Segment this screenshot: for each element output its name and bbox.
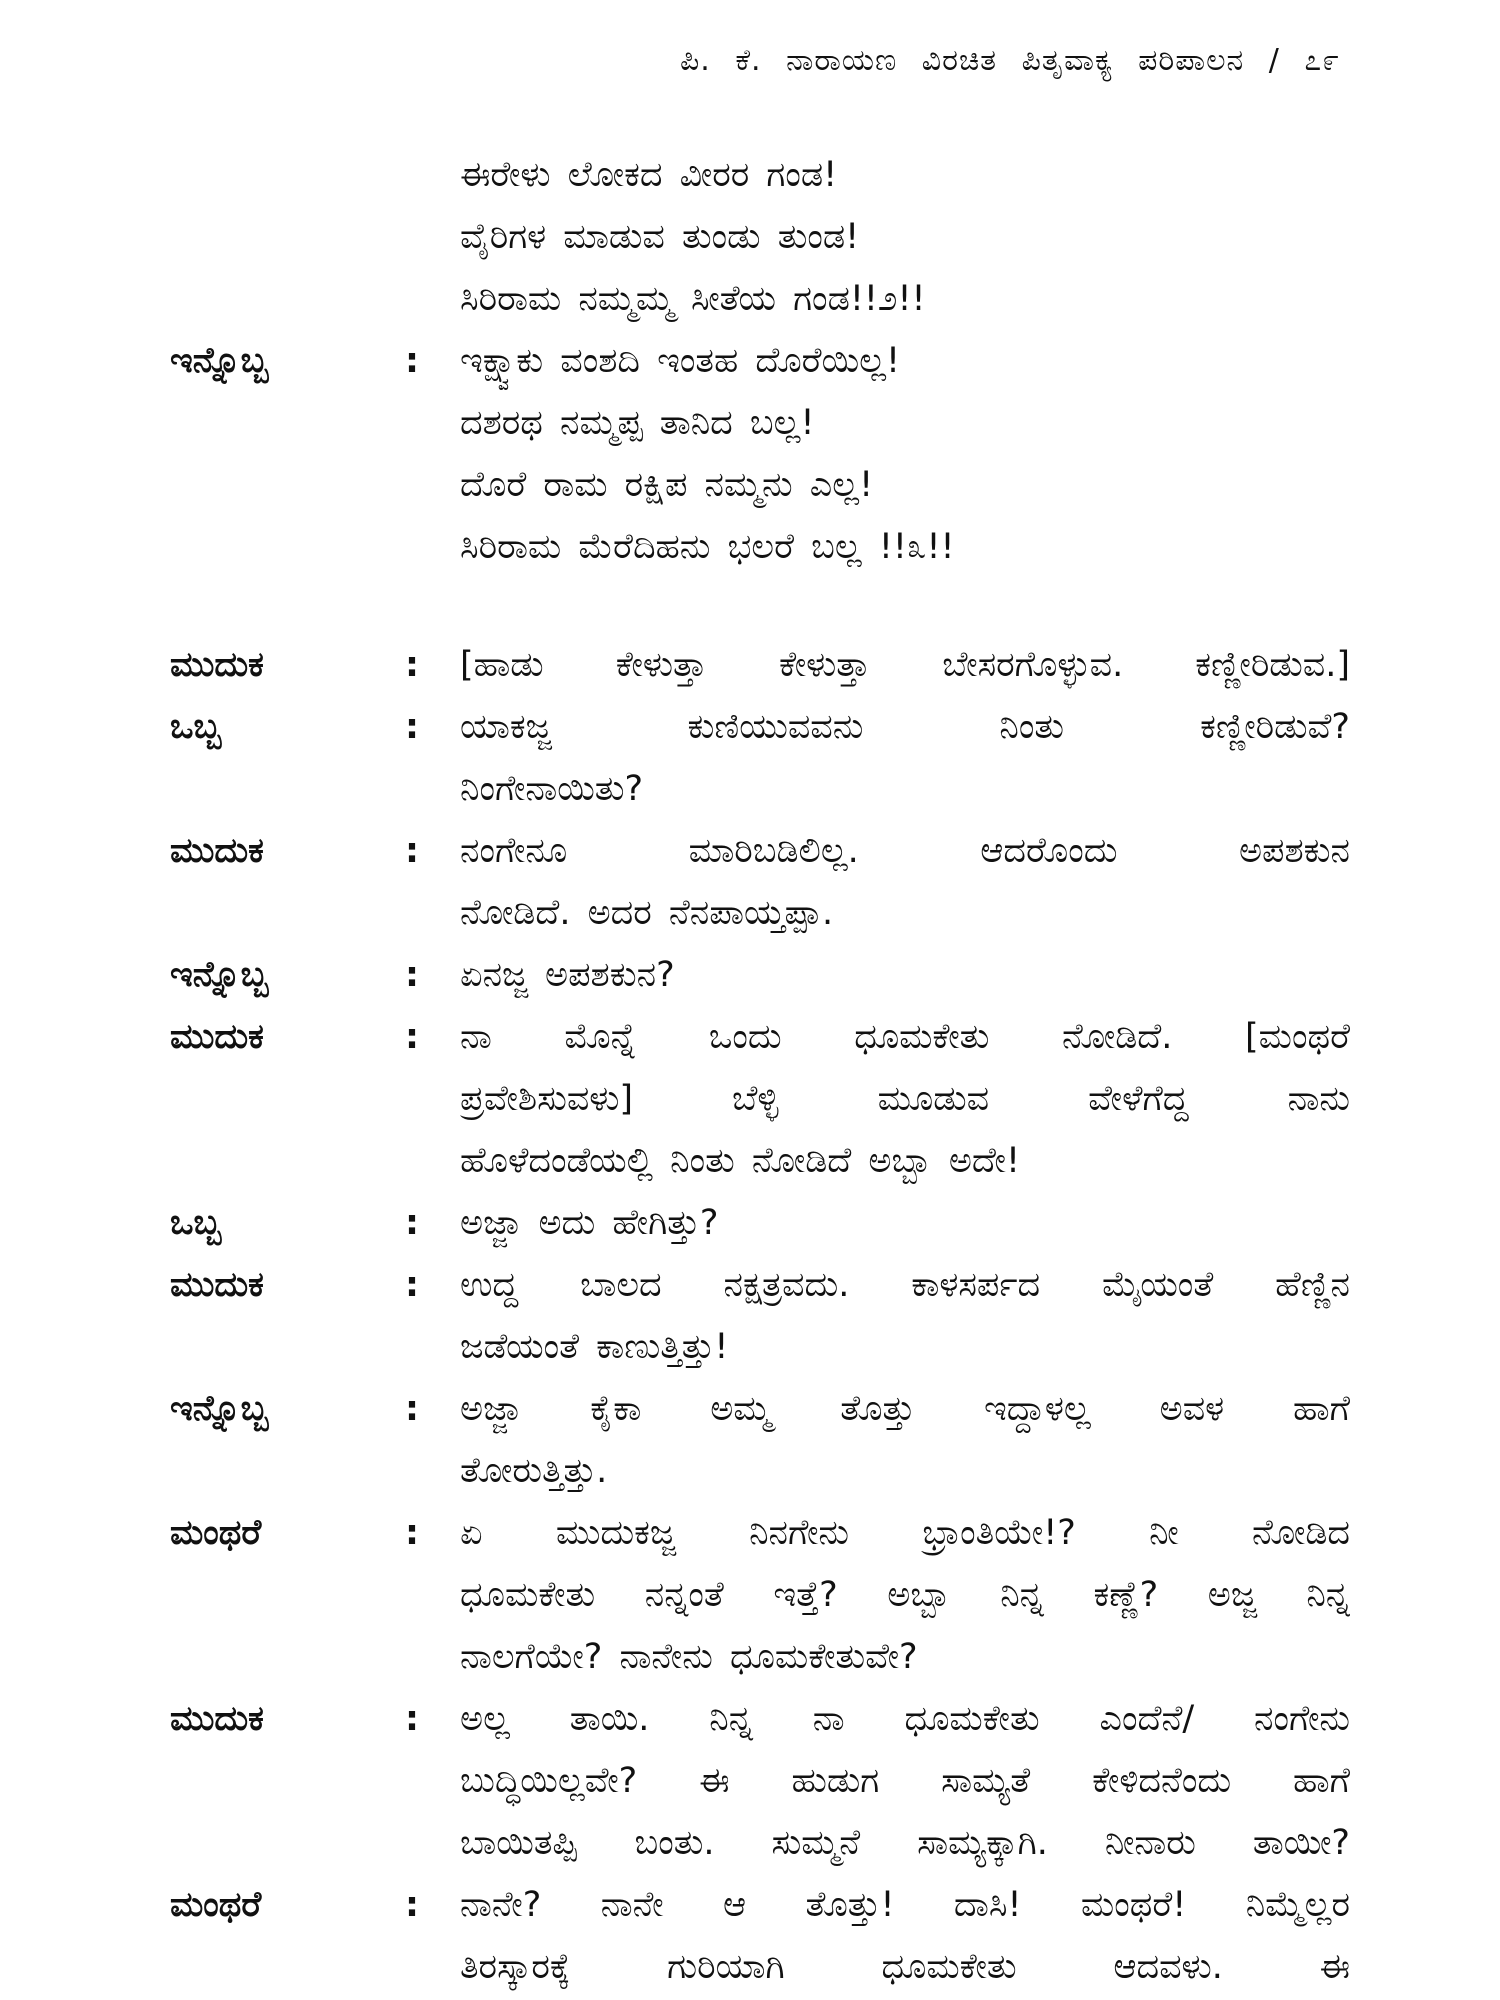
- text-line: ಧೂಮಕೇತು ನನ್ನಂತೆ ಇತ್ತೆ? ಅಬ್ಬಾ ನಿನ್ನ ಕಣ್ಣೆ? ಅಜ್ಜ ನಿನ್ನ: [460, 1575, 1350, 1615]
- dialogue-entry: [170, 1254, 1350, 1378]
- speaker-colon: :: [405, 1389, 419, 1429]
- page-number: ೭೯: [1304, 43, 1340, 78]
- text-line: ವೈರಿಗಳ ಮಾಡುವ ತುಂಡು ತುಂಡ!: [460, 217, 860, 257]
- dialogue-lines: [460, 330, 1350, 578]
- speaker-name: ಮಂಥರೆ: [170, 1513, 262, 1553]
- text-line: ಪ್ರವೇಶಿಸುವಳು] ಬೆಳ್ಳಿ ಮೂಡುವ ವೇಳೆಗೆದ್ದ ನಾನು: [460, 1079, 1350, 1119]
- dialogue-lines: [460, 1378, 1350, 1502]
- dialogue-entry: [170, 330, 1350, 578]
- speaker-name: [170, 144, 405, 330]
- dialogue-lines: [460, 1006, 1350, 1192]
- speaker-name: ಮುದುಕ: [170, 1265, 264, 1305]
- speaker-colon: :: [405, 707, 419, 747]
- speaker-colon: :: [405, 831, 419, 871]
- dialogue-entry: [170, 1006, 1350, 1192]
- speaker-colon: :: [405, 645, 419, 685]
- dialogue-lines: [460, 1502, 1350, 1688]
- text-line: ಹೊಳೆದಂಡೆಯಲ್ಲಿ ನಿಂತು ನೋಡಿದೆ ಅಬ್ಬಾ ಅದೇ!: [460, 1141, 1021, 1181]
- dialogue-entry: [170, 820, 1350, 944]
- header-separator: /: [1268, 43, 1280, 78]
- text-line: ನಾನೇ? ನಾನೇ ಆ ತೊತ್ತು! ದಾಸಿ! ಮಂಥರೆ! ನಿಮ್ಮೆಲ್ಲರ: [460, 1885, 1350, 1925]
- text-line: ಅಜ್ಜಾ ಕೈಕಾ ಅಮ್ಮ ತೊತ್ತು ಇದ್ದಾಳಲ್ಲ ಅವಳ ಹಾಗೆ: [460, 1389, 1350, 1429]
- text-line: ಇಕ್ಷ್ವಾಕು ವಂಶದಿ ಇಂತಹ ದೊರೆಯಿಲ್ಲ!: [460, 341, 901, 381]
- dialogue-lines: [460, 1874, 1350, 1998]
- dialogue-lines: [460, 1192, 1350, 1254]
- speaker-name: ಒಬ್ಬ: [170, 707, 222, 747]
- dialogue-lines: [460, 144, 1350, 330]
- text-line: ನಂಗೇನೂ ಮಾರಿಬಡಿಲಿಲ್ಲ. ಆದರೊಂದು ಅಪಶಕುನ: [460, 831, 1350, 871]
- speaker-name: ಮುದುಕ: [170, 1017, 264, 1057]
- dialogue-entry: [170, 1192, 1350, 1254]
- speaker-colon: :: [405, 341, 419, 381]
- speaker-colon: :: [405, 1885, 419, 1925]
- speaker-name: ಮುದುಕ: [170, 645, 264, 685]
- speaker-colon: :: [405, 1203, 419, 1243]
- text-line: [ಹಾಡು ಕೇಳುತ್ತಾ ಕೇಳುತ್ತಾ ಬೇಸರಗೊಳ್ಳುವ. ಕಣ್ಣೀರಿಡುವ.]: [460, 645, 1350, 685]
- text-line: ನೋಡಿದೆ. ಅದರ ನೆನಪಾಯ್ತಪ್ಪಾ.: [460, 893, 834, 933]
- speaker-name: ಒಬ್ಬ: [170, 1203, 222, 1243]
- speaker-name: ಮುದುಕ: [170, 831, 264, 871]
- text-line: ಬಾಯಿತಪ್ಪಿ ಬಂತು. ಸುಮ್ಮನೆ ಸಾಮ್ಯಕ್ಕಾಗಿ. ನೀನಾರು ತಾಯೀ?: [460, 1823, 1350, 1863]
- dialogue-entry: [170, 1874, 1350, 1998]
- dialogue-entry: [170, 696, 1350, 820]
- text-line: ತೋರುತ್ತಿತ್ತು.: [460, 1451, 608, 1491]
- text-line: ನಾ ಮೊನ್ನೆ ಒಂದು ಧೂಮಕೇತು ನೋಡಿದೆ. [ಮಂಥರೆ: [460, 1017, 1350, 1057]
- speaker-name: ಇನ್ನೊಬ್ಬ: [170, 341, 269, 381]
- text-line: ಈರೇಳು ಲೋಕದ ವೀರರ ಗಂಡ!: [460, 155, 838, 195]
- speaker-name: ಇನ್ನೊಬ್ಬ: [170, 955, 269, 995]
- speaker-colon: :: [405, 1265, 419, 1305]
- text-line: ನಾಲಗೆಯೇ? ನಾನೇನು ಧೂಮಕೇತುವೇ?: [460, 1637, 918, 1677]
- dialogue-entry: [170, 1688, 1350, 1874]
- text-line: ಏ ಮುದುಕಜ್ಜ ನಿನಗೇನು ಭ್ರಾಂತಿಯೇ!? ನೀ ನೋಡಿದ: [460, 1513, 1350, 1553]
- dialogue-entry: [170, 144, 1350, 330]
- speaker-name: ಇನ್ನೊಬ್ಬ: [170, 1389, 269, 1429]
- text-line: ದಶರಥ ನಮ್ಮಪ್ಪ ತಾನಿದ ಬಲ್ಲ!: [460, 403, 815, 443]
- text-line: ಯಾಕಜ್ಜ ಕುಣಿಯುವವನು ನಿಂತು ಕಣ್ಣೀರಿಡುವೆ?: [460, 707, 1350, 747]
- section-gap: [170, 578, 1350, 634]
- text-line: ಅಜ್ಜಾ ಅದು ಹೇಗಿತ್ತು?: [460, 1203, 719, 1243]
- speaker-colon: :: [405, 1017, 419, 1057]
- dialogue-entry: [170, 1378, 1350, 1502]
- speaker-colon: :: [405, 1513, 419, 1553]
- dialogue-entry: [170, 1502, 1350, 1688]
- speaker-colon: [405, 144, 460, 330]
- running-header: [680, 36, 1340, 86]
- speaker-colon: :: [405, 955, 419, 995]
- header-title: ಪಿ. ಕೆ. ನಾರಾಯಣ ವಿರಚಿತ ಪಿತೃವಾಕ್ಯ ಪರಿಪಾಲನ: [680, 43, 1245, 78]
- text-line: ತಿರಸ್ಕಾರಕ್ಕೆ ಗುರಿಯಾಗಿ ಧೂಮಕೇತು ಆದವಳು. ಈ: [460, 1947, 1350, 1987]
- dialogue-lines: [460, 1254, 1350, 1378]
- text-line: ಏನಜ್ಜ ಅಪಶಕುನ?: [460, 955, 675, 995]
- dialogue-lines: [460, 944, 1350, 1006]
- speaker-name: ಮಂಥರೆ: [170, 1885, 262, 1925]
- speaker-colon: :: [405, 1699, 419, 1739]
- speaker-name: ಮುದುಕ: [170, 1699, 264, 1739]
- text-line: ಬುದ್ಧಿಯಿಲ್ಲವೇ? ಈ ಹುಡುಗ ಸಾಮ್ಯತೆ ಕೇಳಿದನೆಂದು ಹಾಗೆ: [460, 1761, 1350, 1801]
- text-line: ಜಡೆಯಂತೆ ಕಾಣುತ್ತಿತ್ತು!: [460, 1327, 729, 1367]
- dialogue-lines: [460, 634, 1350, 696]
- dialogue-lines: [460, 696, 1350, 820]
- text-line: ಸಿರಿರಾಮ ನಮ್ಮಮ್ಮ ಸೀತೆಯ ಗಂಡ!!೨!!: [460, 279, 926, 319]
- text-line: ಸಿರಿರಾಮ ಮೆರೆದಿಹನು ಭಲರೆ ಬಲ್ಲ !!೩!!: [460, 527, 955, 567]
- text-line: ಅಲ್ಲ ತಾಯಿ. ನಿನ್ನ ನಾ ಧೂಮಕೇತು ಎಂದೆನೆ/ ನಂಗೇನು: [460, 1699, 1350, 1739]
- text-line: ಉದ್ದ ಬಾಲದ ನಕ್ಷತ್ರವದು. ಕಾಳಸರ್ಪದ ಮೈಯಂತೆ ಹೆಣ್ಣಿನ: [460, 1265, 1350, 1305]
- text-line: ದೊರೆ ರಾಮ ರಕ್ಷಿಪ ನಮ್ಮನು ಎಲ್ಲ!: [460, 465, 874, 505]
- dialogue-entry: [170, 944, 1350, 1006]
- text-line: ನಿಂಗೇನಾಯಿತು?: [460, 769, 644, 809]
- dialogue-lines: [460, 820, 1350, 944]
- dialogue-entry: [170, 634, 1350, 696]
- dialogue-lines: [460, 1688, 1350, 1874]
- play-text: [170, 144, 1350, 1998]
